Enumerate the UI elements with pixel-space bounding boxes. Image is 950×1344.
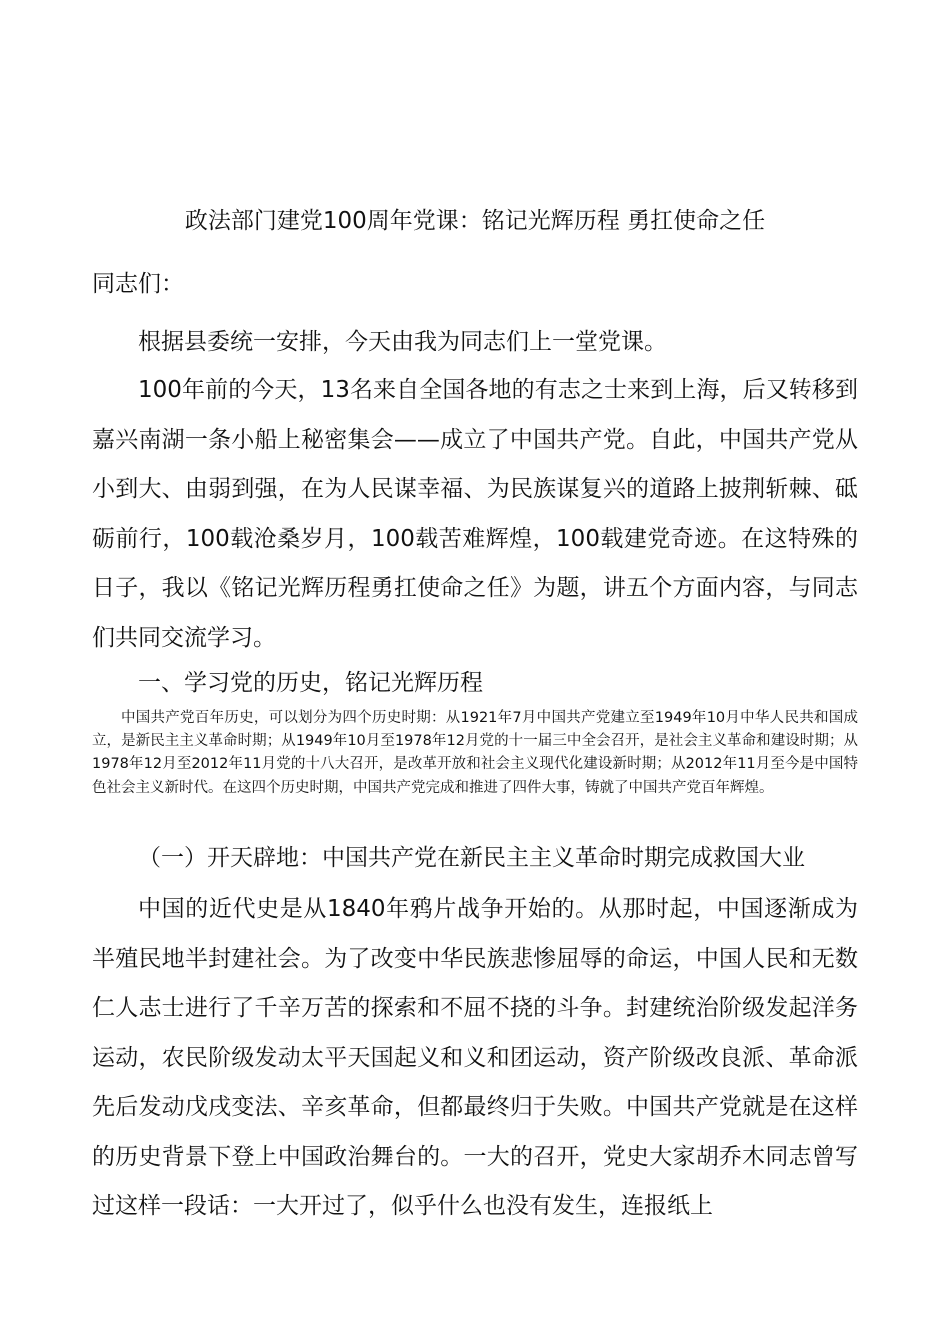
paragraph-history: 100年前的今天，13名来自全国各地的有志之士来到上海，后又转移到嘉兴南湖一条小船上秘密集会——成立了中国共产党。自此，中国共产党从小到大、由弱到强，在为人民谋幸福、为民族谋复兴的道路上披荆斩棘、砥砺前行，100载沧桑岁月，100载苦难辉煌，100载建党奇迹。在这特殊的日子，我以《铭记光辉历程勇扛使命之任》为题，讲五个方面内容，与同志们共同交流学习。 [92,377,858,651]
paragraph-intro: 根据县委统一安排，今天由我为同志们上一堂党课。 [138,329,667,355]
subsection-heading-1: （一）开天辟地：中国共产党在新民主主义革命时期完成救国大业 [138,845,805,871]
paragraph-modern-history: 中国的近代史是从1840年鸦片战争开始的。从那时起，中国逐渐成为半殖民地半封建社会。为了改变中华民族悲惨屈辱的命运，中国人民和无数仁人志士进行了千辛万苦的探索和不屈不挠的斗争。封建统治阶级发起洋务运动，农民阶级发动太平天国起义和义和团运动，资产阶级改良派、革命派先后发动戊戌变法、辛亥革命，但都最终归于失败。中国共产党就是在这样的历史背景下登上中国政治舞台的。一大的召开，党史大家胡乔木同志曾写过这样一段话：一大开过了，似乎什么也没有发生，连报纸上 [92,896,858,1219]
section-heading-1: 一、学习党的历史，铭记光辉历程 [138,670,483,696]
salutation: 同志们： [92,271,184,297]
paragraph-periods: 中国共产党百年历史，可以划分为四个历史时期：从1921年7月中国共产党建立至1949年10月中华人民共和国成立，是新民主主义革命时期；从1949年10月至1978年12月党的十一届三中全会召开，是社会主义革命和建设时期；从1978年12月至2012年11月党的十八大召开，是改革开放和社会主义现代化建设新时期；从2012年11月至今是中国特色社会主义新时代。在这四个历史时期，中国共产党完成和推进了四件大事，铸就了中国共产党百年辉煌。 [92,710,858,796]
document-title: 政法部门建党100周年党课：铭记光辉历程 勇扛使命之任 [184,208,766,234]
